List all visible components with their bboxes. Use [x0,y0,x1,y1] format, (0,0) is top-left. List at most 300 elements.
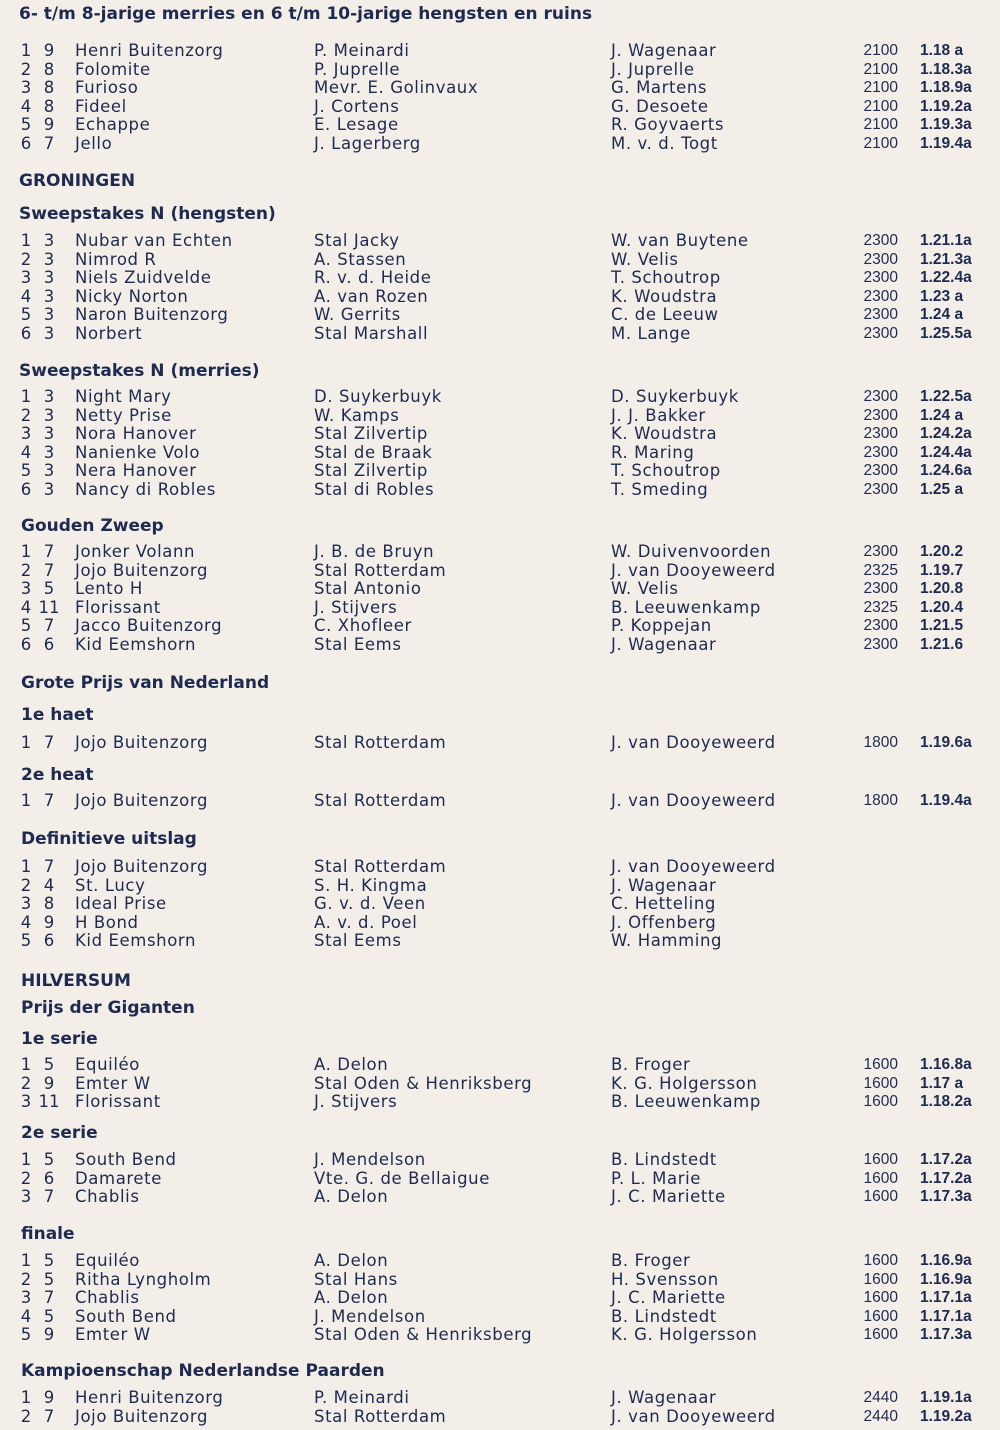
result-row [0,135,1000,154]
number: 3 [43,387,55,406]
place: 1 [20,733,32,752]
time: 1.17.1a [920,1289,972,1306]
driver: K. G. Holgersson [611,1325,758,1344]
owner: E. Lesage [314,115,399,134]
number: 3 [43,479,55,499]
place: 3 [20,1187,32,1206]
time: 1.21.3a [920,250,972,268]
result-row [0,232,1000,251]
distance: 2300 [863,480,898,498]
time: 1.16.9a [920,1270,972,1288]
distance: 1600 [863,1074,898,1092]
distance: 1600 [863,1307,898,1325]
driver: J. van Dooyeweerd [611,857,776,876]
place: 2 [20,875,32,895]
time: 1.16.8a [920,1056,972,1073]
horse-name: Echappe [75,115,151,134]
driver: B. Lindstedt [611,1306,717,1326]
horse-name: Jojo Buitenzorg [75,560,209,580]
place: 4 [20,286,32,306]
section-heading: 1e serie [21,1029,98,1049]
place: 6 [20,323,32,343]
horse-name: H Bond [75,912,139,932]
time: 1.19.4a [920,792,972,809]
time: 1.24.6a [920,462,972,479]
time: 1.19.3a [920,116,972,133]
time: 1.25 a [920,480,964,498]
distance: 2300 [863,324,898,342]
horse-name: Emter W [75,1073,151,1093]
horse-name: South Bend [75,1150,177,1169]
distance: 2100 [863,134,898,152]
driver: C. de Leeuw [611,305,719,324]
distance: 2300 [863,406,898,424]
owner: J. Stijvers [314,1092,398,1111]
result-row [0,481,1000,500]
place: 1 [20,1251,32,1270]
owner: S. H. Kingma [314,875,428,895]
time: 1.19.6a [920,734,972,751]
result-row [0,877,1000,896]
horse-name: Ritha Lyngholm [75,1269,212,1289]
number: 3 [43,286,55,306]
result-row [0,1252,1000,1271]
distance: 2300 [863,388,898,405]
driver: M. Lange [611,323,691,343]
distance: 1800 [863,792,898,809]
time: 1.19.1a [920,1389,972,1406]
horse-name: Ideal Prise [75,894,167,913]
driver: J. Wagenaar [611,634,717,654]
time: 1.17.2a [920,1169,972,1187]
result-row [0,407,1000,426]
horse-name: Equiléo [75,1055,140,1074]
horse-name: Fideel [75,96,127,116]
number: 8 [43,78,55,97]
number: 9 [43,1325,55,1344]
driver: B. Leeuwenkamp [611,597,761,617]
horse-name: Emter W [75,1325,151,1344]
result-row [0,61,1000,80]
horse-name: Night Mary [75,387,172,406]
result-row [0,1093,1000,1112]
owner: Stal Antonio [314,579,422,598]
owner: J. Stijvers [314,597,398,617]
number: 5 [43,1055,55,1074]
horse-name: Nancy di Robles [75,479,216,499]
distance: 1600 [863,1056,898,1073]
distance: 1600 [863,1093,898,1110]
owner: J. Cortens [314,96,400,116]
number: 3 [43,405,55,425]
time: 1.21.1a [920,232,972,249]
result-row [0,858,1000,877]
number: 5 [43,1269,55,1289]
place: 4 [20,1306,32,1326]
horse-name: Norbert [75,323,143,343]
result-row [0,288,1000,307]
distance: 2300 [863,250,898,268]
section-heading: Gouden Zweep [21,516,164,536]
driver: R. Goyvaerts [611,115,725,134]
time: 1.19.4a [920,134,972,152]
distance: 1600 [863,1188,898,1205]
driver: J. J. Bakker [611,405,706,425]
place: 6 [20,479,32,499]
time: 1.20.4 [920,598,964,616]
number: 7 [43,1406,55,1426]
number: 3 [43,268,55,287]
number: 8 [43,96,55,116]
place: 1 [20,231,32,250]
distance: 2100 [863,79,898,96]
owner: Stal Rotterdam [314,560,447,580]
number: 6 [43,634,55,654]
place: 5 [20,461,32,480]
driver: J. C. Mariette [611,1288,726,1307]
time: 1.17.3a [920,1188,972,1205]
result-row [0,543,1000,562]
driver: J. C. Mariette [611,1187,726,1206]
section-heading: Definitieve uitslag [21,829,197,849]
time: 1.18.3a [920,60,972,78]
owner: Vte. G. de Bellaigue [314,1168,490,1188]
owner: A. van Rozen [314,286,429,306]
result-row [0,462,1000,481]
horse-name: Lento H [75,579,143,598]
owner: P. Juprelle [314,59,401,79]
number: 7 [43,1288,55,1307]
owner: Stal di Robles [314,479,435,499]
place: 3 [20,1288,32,1307]
driver: J. van Dooyeweerd [611,733,776,752]
distance: 1600 [863,1326,898,1343]
horse-name: Jojo Buitenzorg [75,857,209,876]
result-row [0,98,1000,117]
time: 1.24.2a [920,425,972,442]
result-row [0,1151,1000,1170]
distance: 2100 [863,97,898,115]
distance: 1600 [863,1289,898,1306]
time: 1.20.8 [920,580,964,597]
horse-name: Henri Buitenzorg [75,41,224,60]
owner: Stal Oden & Henriksberg [314,1325,533,1344]
number: 6 [43,1168,55,1188]
place: 1 [20,1388,32,1407]
number: 11 [38,1092,60,1111]
driver: G. Desoete [611,96,709,116]
section-heading: HILVERSUM [21,971,131,991]
number: 7 [43,542,55,561]
place: 5 [20,115,32,134]
time: 1.19.2a [920,97,972,115]
result-row [0,1289,1000,1308]
number: 9 [43,115,55,134]
distance: 2300 [863,232,898,249]
place: 3 [20,268,32,287]
number: 5 [43,1251,55,1270]
number: 3 [43,249,55,269]
time: 1.17.1a [920,1307,972,1325]
number: 3 [43,305,55,324]
driver: J. van Dooyeweerd [611,560,776,580]
distance: 2100 [863,60,898,78]
result-row [0,116,1000,135]
time: 1.19.2a [920,1407,972,1425]
horse-name: Kid Eemshorn [75,931,197,950]
horse-name: St. Lucy [75,875,146,895]
driver: C. Hetteling [611,894,716,913]
place: 4 [20,96,32,116]
place: 1 [20,1150,32,1169]
number: 8 [43,59,55,79]
horse-name: Chablis [75,1288,140,1307]
distance: 2325 [863,561,898,579]
owner: W. Kamps [314,405,400,425]
number: 3 [43,323,55,343]
distance: 2300 [863,635,898,653]
distance: 2325 [863,598,898,616]
horse-name: Jacco Buitenzorg [75,616,223,635]
owner: Stal Oden & Henriksberg [314,1073,533,1093]
section-heading: 2e serie [21,1123,98,1143]
distance: 2300 [863,617,898,634]
time: 1.19.7 [920,561,964,579]
time: 1.24 a [920,406,964,424]
driver: J. Offenberg [611,912,717,932]
horse-name: Kid Eemshorn [75,634,197,654]
place: 5 [20,1325,32,1344]
result-row [0,79,1000,98]
place: 2 [20,1073,32,1093]
result-row [0,636,1000,655]
driver: G. Martens [611,78,708,97]
number: 3 [43,424,55,443]
driver: B. Froger [611,1251,691,1270]
place: 5 [20,305,32,324]
driver: P. Koppejan [611,616,712,635]
place: 4 [20,912,32,932]
horse-name: Damarete [75,1168,162,1188]
time: 1.23 a [920,287,964,305]
number: 7 [43,857,55,876]
number: 9 [43,1388,55,1407]
distance: 2300 [863,443,898,461]
result-row [0,562,1000,581]
number: 7 [43,560,55,580]
distance: 2300 [863,287,898,305]
horse-name: South Bend [75,1306,177,1326]
horse-name: Nimrod R [75,249,157,269]
driver: T. Smeding [611,479,709,499]
horse-name: Netty Prise [75,405,172,425]
result-row [0,42,1000,61]
distance: 2100 [863,42,898,59]
owner: A. Delon [314,1055,389,1074]
owner: R. v. d. Heide [314,268,432,287]
distance: 1600 [863,1270,898,1288]
section-heading: Prijs der Giganten [21,998,195,1018]
time: 1.24 a [920,306,964,323]
section-heading: Grote Prijs van Nederland [21,673,270,693]
driver: J. Wagenaar [611,1388,717,1407]
driver: K. Woudstra [611,286,718,306]
owner: P. Meinardi [314,1388,410,1407]
driver: B. Leeuwenkamp [611,1092,761,1111]
horse-name: Nicky Norton [75,286,189,306]
result-row [0,599,1000,618]
time: 1.21.5 [920,617,964,634]
section-heading: Sweepstakes N (merries) [19,361,260,381]
result-row [0,895,1000,914]
place: 2 [20,405,32,425]
driver: W. van Buytene [611,231,749,250]
number: 5 [43,1150,55,1169]
distance: 1600 [863,1151,898,1168]
owner: G. v. d. Veen [314,894,426,913]
result-row [0,251,1000,270]
result-row [0,1308,1000,1327]
number: 7 [43,733,55,752]
result-row [0,1271,1000,1290]
number: 5 [43,579,55,598]
result-row [0,1408,1000,1427]
time: 1.17.2a [920,1151,972,1168]
horse-name: Jojo Buitenzorg [75,733,209,752]
distance: 2300 [863,543,898,560]
owner: Stal Zilvertip [314,424,428,443]
time: 1.18.9a [920,79,972,96]
horse-name: Folomite [75,59,151,79]
place: 3 [20,1092,32,1111]
place: 1 [20,387,32,406]
number: 11 [38,597,60,617]
result-row [0,325,1000,344]
owner: Stal de Braak [314,442,433,462]
number: 8 [43,894,55,913]
section-heading: 2e heat [21,765,94,785]
owner: W. Gerrits [314,305,401,324]
owner: C. Xhofleer [314,616,412,635]
horse-name: Nera Hanover [75,461,197,480]
horse-name: Furioso [75,78,139,97]
section-heading: 1e haet [21,705,94,725]
owner: J. B. de Bruyn [314,542,435,561]
owner: A. v. d. Poel [314,912,418,932]
owner: Stal Hans [314,1269,398,1289]
owner: Stal Jacky [314,231,400,250]
owner: Stal Eems [314,931,402,950]
horse-name: Naron Buitenzorg [75,305,229,324]
driver: J. Juprelle [611,59,695,79]
number: 7 [43,616,55,635]
number: 7 [43,791,55,810]
distance: 2300 [863,425,898,442]
distance: 2300 [863,306,898,323]
result-row [0,444,1000,463]
distance: 1600 [863,1252,898,1269]
section-heading: Sweepstakes N (hengsten) [19,204,276,224]
time: 1.18 a [920,42,964,59]
owner: Stal Marshall [314,323,429,343]
number: 9 [43,912,55,932]
distance: 2300 [863,580,898,597]
driver: W. Velis [611,249,679,269]
driver: K. G. Holgersson [611,1073,758,1093]
owner: Stal Rotterdam [314,733,447,752]
time: 1.18.2a [920,1093,972,1110]
horse-name: Henri Buitenzorg [75,1388,224,1407]
result-row [0,1170,1000,1189]
place: 5 [20,931,32,950]
owner: Stal Rotterdam [314,857,447,876]
horse-name: Niels Zuidvelde [75,268,212,287]
number: 9 [43,1073,55,1093]
driver: T. Schoutrop [611,268,721,287]
distance: 2440 [863,1407,898,1425]
distance: 2300 [863,269,898,286]
place: 4 [20,597,32,617]
result-row [0,269,1000,288]
driver: P. L. Marie [611,1168,702,1188]
number: 5 [43,1306,55,1326]
owner: Stal Rotterdam [314,1406,447,1426]
driver: K. Woudstra [611,424,718,443]
place: 2 [20,1269,32,1289]
result-row [0,1326,1000,1345]
result-row [0,580,1000,599]
result-row [0,388,1000,407]
section-heading: GRONINGEN [19,171,136,191]
owner: D. Suykerbuyk [314,387,442,406]
number: 7 [43,133,55,153]
driver: J. van Dooyeweerd [611,791,776,810]
driver: J. Wagenaar [611,41,717,60]
number: 4 [43,875,55,895]
owner: A. Delon [314,1251,389,1270]
place: 3 [20,78,32,97]
horse-name: Nora Hanover [75,424,197,443]
owner: A. Delon [314,1187,389,1206]
number: 9 [43,41,55,60]
place: 1 [20,41,32,60]
horse-name: Nubar van Echten [75,231,233,250]
result-row [0,425,1000,444]
place: 1 [20,542,32,561]
horse-name: Jojo Buitenzorg [75,1406,209,1426]
number: 7 [43,1187,55,1206]
driver: W. Velis [611,579,679,598]
horse-name: Equiléo [75,1251,140,1270]
driver: B. Froger [611,1055,691,1074]
owner: P. Meinardi [314,41,410,60]
place: 3 [20,579,32,598]
result-row [0,792,1000,811]
horse-name: Nanienke Volo [75,442,201,462]
driver: J. Wagenaar [611,875,717,895]
result-row [0,617,1000,636]
result-row [0,1389,1000,1408]
time: 1.16.9a [920,1252,972,1269]
owner: J. Mendelson [314,1306,426,1326]
number: 6 [43,931,55,950]
driver: T. Schoutrop [611,461,721,480]
number: 3 [43,231,55,250]
owner: Stal Zilvertip [314,461,428,480]
result-row [0,306,1000,325]
driver: W. Duivenvoorden [611,542,772,561]
place: 3 [20,894,32,913]
